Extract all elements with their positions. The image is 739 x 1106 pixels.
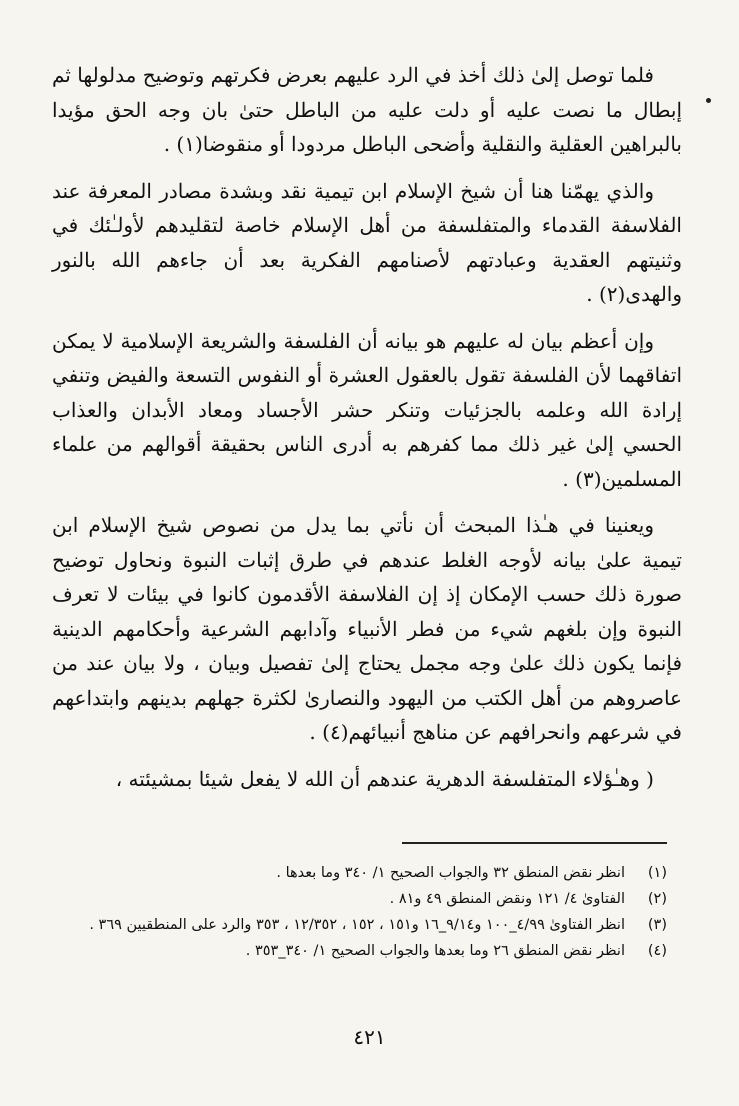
main-text <box>52 58 682 796</box>
footnote-divider <box>402 842 667 844</box>
paragraph-1: فلما توصل إلىٰ ذلك أخذ في الرد عليهم بعرض فكرتهم وتوضيح مدلولها ثم إبطال ما نصت عليه أو دلت عليه من الباطل حتىٰ بان وجه الحق مؤيدا بالبراهين العقلية والنقلية وأضحى الباطل مردودا أو منقوضا(١) . <box>52 63 682 156</box>
footnote-text: الفتاوىٰ ٤/ ١٢١ ونقض المنطق ٤٩ و٨١ . <box>389 891 625 907</box>
footnote-text: انظر نقض المنطق ٢٦ وما بعدها والجواب الصحيح ١/ ٣٤٠_٣٥٣ . <box>245 943 625 959</box>
footnote-2 <box>52 888 667 911</box>
paragraph-5: ( وهـٰؤلاء المتفلسفة الدهرية عندهم أن الله لا يفعل شيئا بمشيئته ، <box>115 766 654 791</box>
footnote-number: (٢) <box>647 891 667 907</box>
footnote-3 <box>52 914 667 937</box>
page-number: ٤٢١ <box>353 1025 386 1049</box>
footnote-text: انظر نقض المنطق ٣٢ والجواب الصحيح ١/ ٣٤٠ وما بعدها . <box>276 865 625 881</box>
margin-mark <box>706 98 711 103</box>
footnote-number: (١) <box>647 865 667 881</box>
footnote-number: (٣) <box>647 917 667 933</box>
paragraph-4: ويعنينا في هـٰذا المبحث أن نأتي بما يدل من نصوص شيخ الإسلام ابن تيمية علىٰ بيانه لأوجه الغلط عندهم في طرق إثبات النبوة ونحاول توضيح صورة ذلك حسب الإمكان إذ إن الفلاسفة الأقدمون كانوا في بيئات لا تعرف النبوة وإن بلغهم شيء من فطر الأنبياء وآدابهم الشرعية وأحكامهم الدينية فإنما يكون ذلك علىٰ وجه مجمل يحتاج إلىٰ تفصيل وبيان ، ولا بيان عند من عاصروهم من أهل الكتب من اليهود والنصارىٰ لكثرة جهلهم بدينهم وابتداعهم في شرعهم وانحرافهم عن مناهج أنبيائهم(٤) . <box>52 513 682 744</box>
footnote-text: انظر الفتاوىٰ ٤/٩٩_١٠٠ و٩/١٤_١٦ و١٥١ ، ١٥٢ ، ١٢/٣٥٢ ، ٣٥٣ والرد على المنطقيين ٣٦٩ . <box>89 917 625 933</box>
paragraph-2: والذي يهمّنا هنا أن شيخ الإسلام ابن تيمية نقد وبشدة مصادر المعرفة عند الفلاسفة القدماء والمتفلسفة من أهل الإسلام خاصة لتقليدهم لأولـٰئك في وثنيتهم العقدية وعبادتهم لأصنامهم الفكرية بعد أن جاءهم الله بالنور والهدى(٢) . <box>52 178 682 306</box>
footnote-number: (٤) <box>647 943 667 959</box>
footnote-4 <box>52 940 667 963</box>
footnotes <box>52 862 667 966</box>
footnote-1 <box>52 862 667 885</box>
paragraph-3: وإن أعظم بيان له عليهم هو بيانه أن الفلسفة والشريعة الإسلامية لا يمكن اتفاقهما لأن الفلسفة تقول بالعقول العشرة أو النفوس التسعة والفيض وتنفي إرادة الله وعلمه بالجزئيات وتنكر حشر الأجساد ومعاد الأبدان والعذاب الحسي إلىٰ غير ذلك مما كفرهم به أدرى الناس بحقيقة أقوالهم من علماء المسلمين(٣) . <box>52 328 682 491</box>
